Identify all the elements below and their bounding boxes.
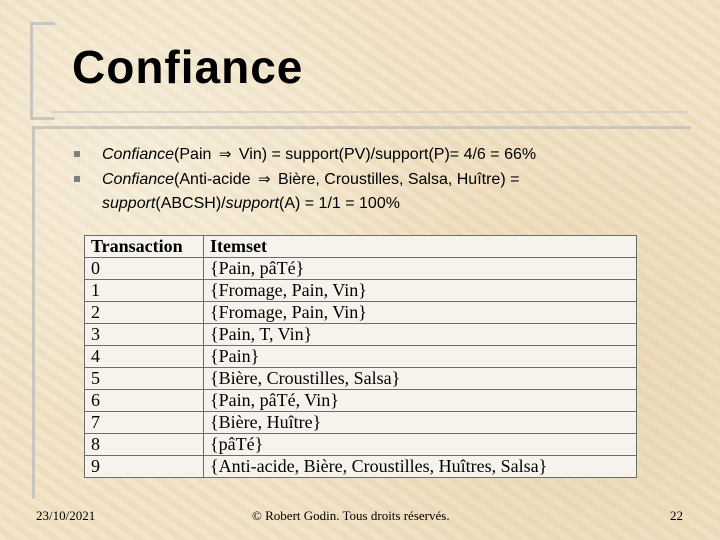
implies-arrow-icon: ⇒ xyxy=(257,170,271,188)
transaction-id: 9 xyxy=(85,456,204,478)
rule-rhs: Bière, Croustilles, Salsa, Huître) = xyxy=(278,171,520,188)
transaction-id: 1 xyxy=(85,280,204,302)
footer-date: 23/10/2021 xyxy=(36,508,96,523)
rule-lhs: (Pain xyxy=(174,146,212,163)
table-row xyxy=(85,434,637,456)
itemset: {Bière, Huître} xyxy=(204,412,637,434)
itemset: {Pain} xyxy=(204,346,637,368)
support-arg: (ABCSH)/ xyxy=(155,195,226,212)
square-bullet-icon xyxy=(74,176,80,182)
table-row xyxy=(85,302,637,324)
support-fn: support xyxy=(225,195,279,212)
table-header-row xyxy=(85,236,637,258)
transaction-id: 0 xyxy=(85,258,204,280)
itemset: {Bière, Croustilles, Salsa} xyxy=(204,368,637,390)
rule-rhs: Vin) = support(PV)/support(P)= 4/6 = 66% xyxy=(238,146,537,163)
transactions-table xyxy=(84,235,637,478)
table-row xyxy=(85,456,637,478)
itemset: {Fromage, Pain, Vin} xyxy=(204,302,637,324)
transaction-id: 6 xyxy=(85,390,204,412)
itemset: {Pain, pâTé} xyxy=(204,258,637,280)
itemset: {Pain, pâTé, Vin} xyxy=(204,390,637,412)
rule-lhs: (Anti-acide xyxy=(174,171,251,188)
bullet-list xyxy=(74,142,674,216)
page-number: 22 xyxy=(670,508,683,523)
itemset: {Pain, T, Vin} xyxy=(204,324,637,346)
function-name: Confiance xyxy=(102,171,175,188)
table-row xyxy=(85,258,637,280)
function-name: Confiance xyxy=(102,146,175,163)
support-result: (A) = 1/1 = 100% xyxy=(278,195,400,212)
implies-arrow-icon: ⇒ xyxy=(218,145,232,163)
column-header-transaction: Transaction xyxy=(85,236,204,258)
itemset: {Fromage, Pain, Vin} xyxy=(204,280,637,302)
transaction-id: 7 xyxy=(85,412,204,434)
table-row xyxy=(85,280,637,302)
transaction-id: 2 xyxy=(85,302,204,324)
itemset: {pâTé} xyxy=(204,434,637,456)
table-row xyxy=(85,412,637,434)
title-frame-decoration xyxy=(30,22,55,120)
bullet-item xyxy=(74,167,674,216)
footer-copyright: © Robert Godin. Tous droits réservés. xyxy=(252,508,450,523)
slide-title: Confiance xyxy=(72,41,304,93)
support-fn: support xyxy=(102,195,156,212)
table-row xyxy=(85,346,637,368)
square-bullet-icon xyxy=(74,151,80,157)
table-row xyxy=(85,324,637,346)
bullet-item xyxy=(74,142,674,167)
transaction-id: 4 xyxy=(85,346,204,368)
transaction-id: 8 xyxy=(85,434,204,456)
transaction-id: 5 xyxy=(85,368,204,390)
column-header-itemset: Itemset xyxy=(204,236,637,258)
itemset: {Anti-acide, Bière, Croustilles, Huîtres, Salsa} xyxy=(204,456,637,478)
transaction-id: 3 xyxy=(85,324,204,346)
table-row xyxy=(85,390,637,412)
table-row xyxy=(85,368,637,390)
title-underline xyxy=(52,111,688,113)
